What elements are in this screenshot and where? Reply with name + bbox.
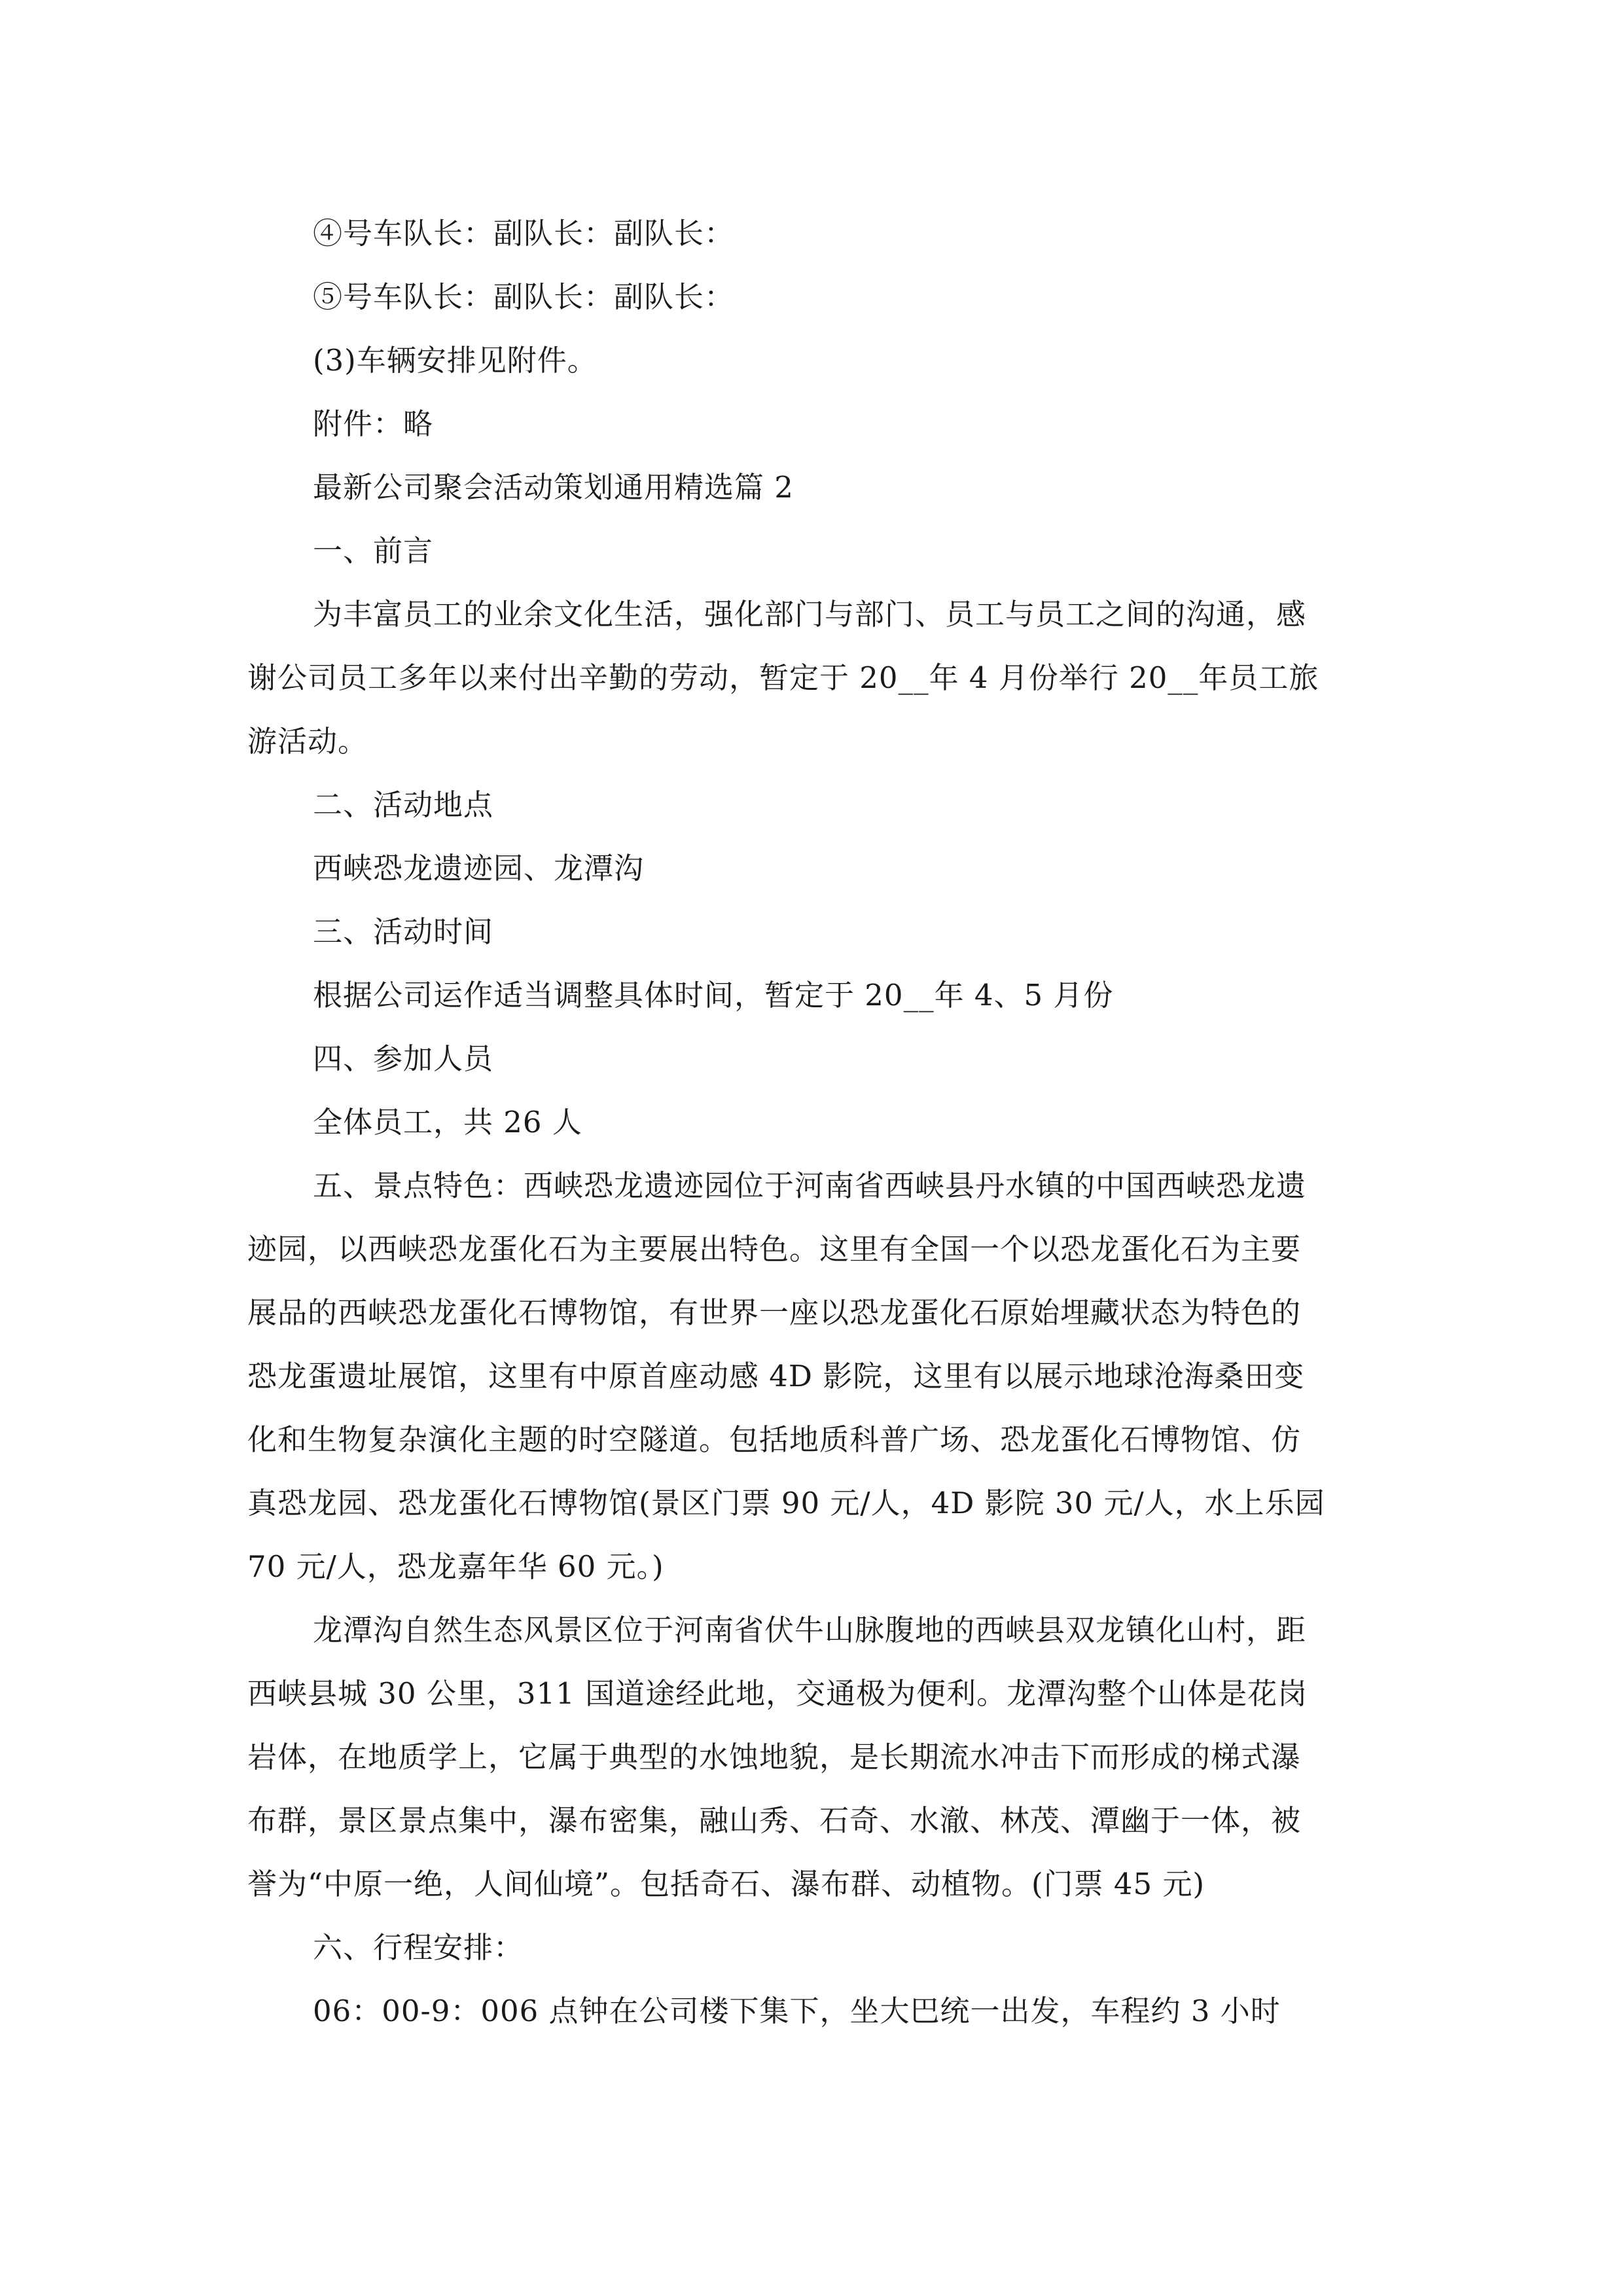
section-heading: 一、前言 xyxy=(313,533,434,568)
paragraph-line: 龙潭沟自然生态风景区位于河南省伏牛山脉腹地的西峡县双龙镇化山村，距 xyxy=(313,1613,1307,1647)
longtan-paragraph xyxy=(247,1598,1380,1916)
section-heading: 二、活动地点 xyxy=(313,787,494,822)
paragraph-line: 为丰富员工的业余文化生活，强化部门与部门、员工与员工之间的沟通，感 xyxy=(313,597,1307,632)
text-line: 根据公司运作适当调整具体时间，暂定于 20__年 4、5 月份 xyxy=(313,978,1114,1013)
document-body xyxy=(247,202,1380,2043)
section-heading: 四、参加人员 xyxy=(313,1041,494,1076)
section-heading: 最新公司聚会活动策划通用精选篇 2 xyxy=(313,470,794,505)
text-line: ④号车队长：副队长：副队长： xyxy=(313,216,735,251)
paragraph-line: 游活动。 xyxy=(247,724,368,759)
paragraph-line: 布群，景区景点集中，瀑布密集，融山秀、石奇、水澈、林茂、潭幽于一体，被 xyxy=(247,1803,1302,1838)
paragraph-line: 岩体，在地质学上，它属于典型的水蚀地貌，是长期流水冲击下而形成的梯式瀑 xyxy=(247,1740,1302,1774)
paragraph-line: 谢公司员工多年以来付出辛勤的劳动，暂定于 20__年 4 月份举行 20__年员工旅 xyxy=(247,660,1319,695)
paragraph-line: 真恐龙园、恐龙蛋化石博物馆(景区门票 90 元/人，4D 影院 30 元/人，水上乐园 xyxy=(247,1486,1325,1520)
paragraph-line: 恐龙蛋遗址展馆，这里有中原首座动感 4D 影院，这里有以展示地球沧海桑田变 xyxy=(247,1359,1305,1393)
paragraph-line: 展品的西峡恐龙蛋化石博物馆，有世界一座以恐龙蛋化石原始埋藏状态为特色的 xyxy=(247,1295,1302,1330)
text-line: (3)车辆安排见附件。 xyxy=(313,343,597,378)
scenic-paragraph xyxy=(247,1154,1380,1598)
text-line: 全体员工，共 26 人 xyxy=(313,1105,582,1139)
text-line: 附件：略 xyxy=(313,406,434,441)
paragraph-line: 五、景点特色：西峡恐龙遗迹园位于河南省西峡县丹水镇的中国西峡恐龙遗 xyxy=(313,1168,1307,1203)
section-heading: 三、活动时间 xyxy=(313,914,494,949)
paragraph-line: 西峡县城 30 公里，311 国道途经此地，交通极为便利。龙潭沟整个山体是花岗 xyxy=(247,1676,1308,1711)
text-line: 西峡恐龙遗迹园、龙潭沟 xyxy=(313,851,645,886)
paragraph-line: 迹园，以西峡恐龙蛋化石为主要展出特色。这里有全国一个以恐龙蛋化石为主要 xyxy=(247,1232,1302,1266)
paragraph-line: 70 元/人，恐龙嘉年华 60 元。) xyxy=(247,1549,664,1584)
preface-paragraph xyxy=(247,583,1380,773)
text-line: 06：00-9：006 点钟在公司楼下集下，坐大巴统一出发，车程约 3 小时 xyxy=(313,1994,1281,2028)
section-heading: 六、行程安排： xyxy=(313,1930,524,1965)
text-line: ⑤号车队长：副队长：副队长： xyxy=(313,279,735,314)
paragraph-line: 化和生物复杂演化主题的时空隧道。包括地质科普广场、恐龙蛋化石博物馆、仿 xyxy=(247,1422,1302,1457)
paragraph-line: 誉为“中原一绝，人间仙境”。包括奇石、瀑布群、动植物。(门票 45 元) xyxy=(247,1867,1205,1901)
